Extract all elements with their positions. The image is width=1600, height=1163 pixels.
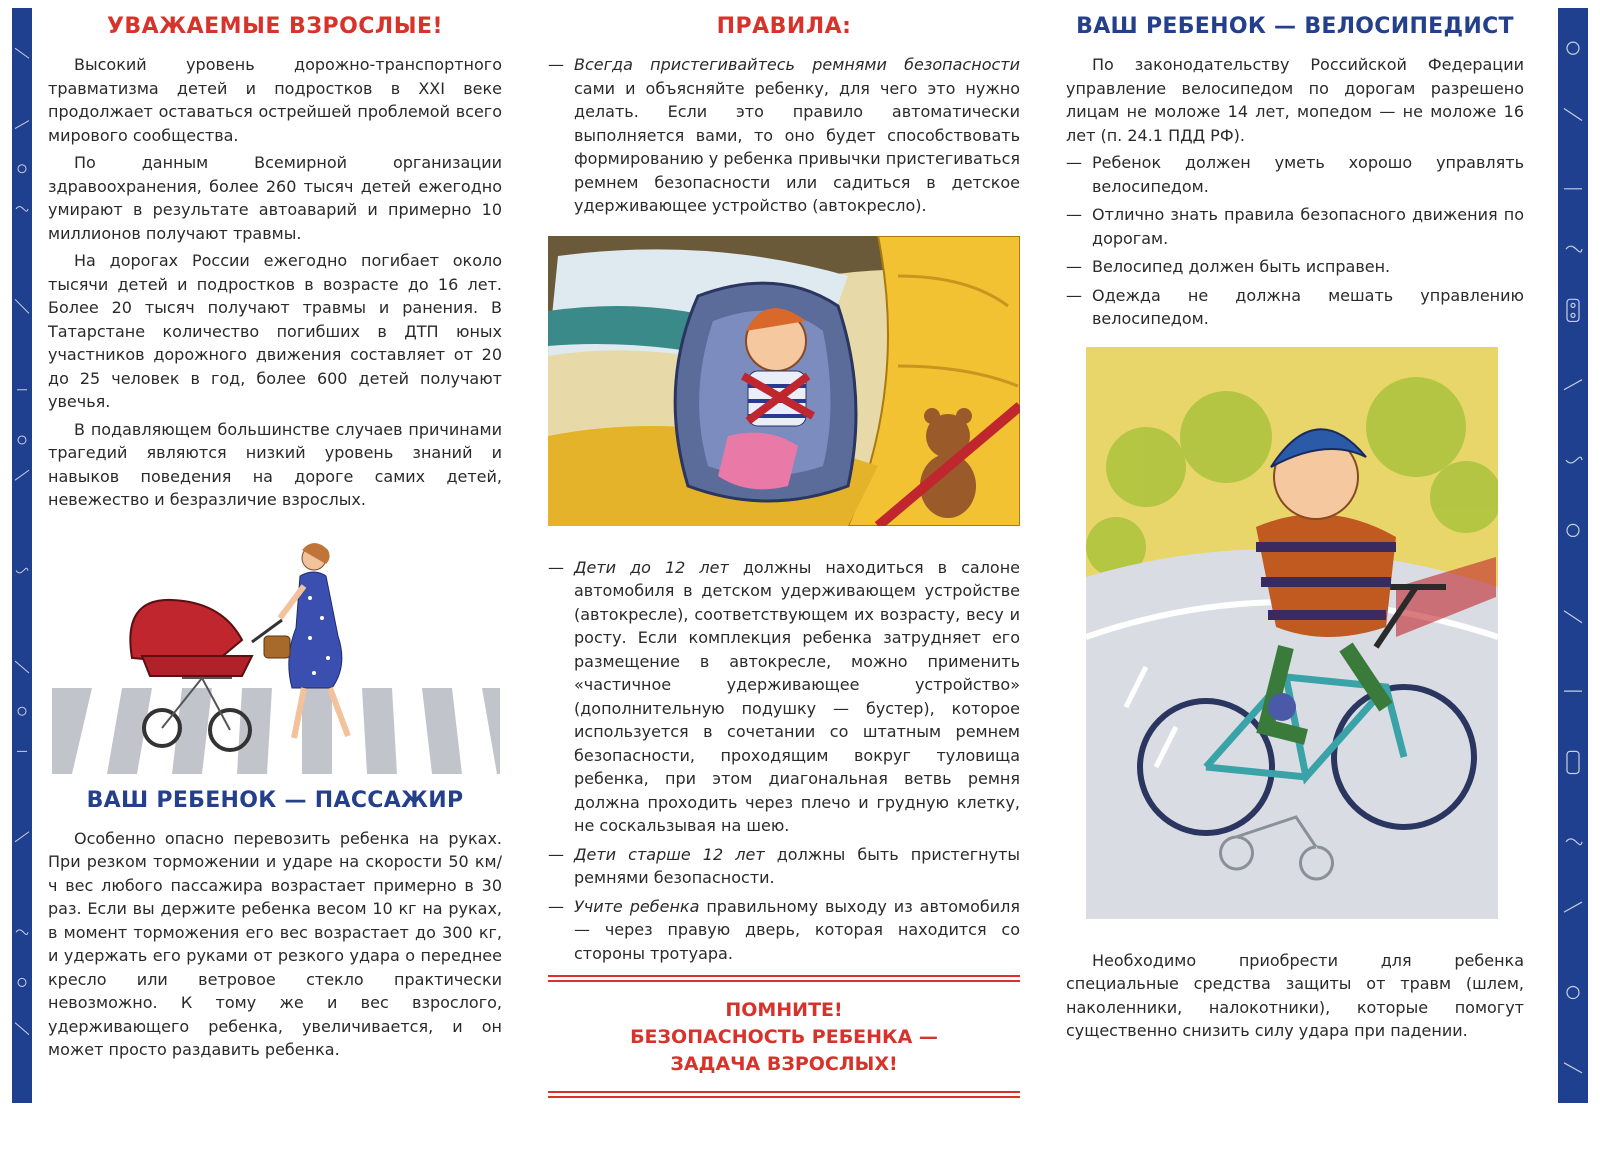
cyclist-item-text: Ребенок должен уметь хорошо управлять велосипедом.	[1092, 153, 1524, 196]
divider	[548, 1096, 1020, 1098]
intro-paragraph-1: Высокий уровень дорожно-транспортного травматизма детей и подростков в XXI веке продолжает оставаться острейшей проблемой всего мирового сообщества.	[48, 55, 502, 145]
rule-dash: —	[1066, 285, 1082, 305]
rule-dash: —	[1066, 205, 1082, 224]
rule-dash: —	[548, 55, 564, 74]
intro-paragraph-3: На дорогах России ежегодно погибает около тысячи детей и подростков в возрасте до 16 лет. Более 20 тысяч получают травмы и ранения. В Татарстане количество погибших в ДТП юных участников дорожного движения составляет от 20 до 25 человек в год, более 600 детей получают увечья.	[48, 251, 502, 411]
rule-emphasis: Дети до 12 лет	[574, 557, 729, 577]
left-border-strip	[12, 8, 32, 1103]
remember-message	[548, 985, 1020, 1088]
rule-dash: —	[1066, 257, 1082, 276]
passenger-paragraph: Особенно опасно перевозить ребенка на руках. При резком торможении и ударе на скорости 50 км/ч вес любого пассажира возрастает примерно в 30 раз. Если вы держите ребенка весом 10 кг на руках, в момент торможения его вес возрастает до 300 кг, и удержать его руками от резкого удара о переднее кресло или ветровое стекло практически невозможно. К тому же и вес взрослого, удерживающего ребенка, увеличивается, и он может просто раздавить ребенка.	[48, 828, 502, 1059]
cyclist-item	[1066, 255, 1524, 279]
rule-emphasis: Учите ребенка	[574, 896, 700, 916]
rule-text: должны быть пристегнуты ремнями безопасности.	[574, 844, 1020, 887]
rule-over-12	[548, 843, 1020, 890]
divider	[548, 975, 1020, 977]
intro-paragraph-4: В подавляющем большинстве случаев причинами трагедий являются низкий уровень знаний и навыков поведения на дороге самих детей, невежество и безразличие взрослых.	[48, 419, 502, 509]
remember-line: ПОМНИТЕ!	[725, 999, 843, 1021]
rule-exit-car	[548, 895, 1020, 966]
rule-text: правильному выходу из автомобиля — через правую дверь, которая находится со стороны тротуара.	[574, 896, 1020, 963]
middle-column	[548, 14, 1020, 1101]
rule-under-12	[548, 556, 1020, 838]
rule-seatbelts	[548, 53, 1020, 218]
rule-text: сами и объясняйте ребенку, для чего это нужно делать. Если это правило автоматически выполняется вами, то оно будет способствовать формированию у ребенка привычки пристегиваться ремнем безопасности или садиться в детское удерживающее устройство (автокресло).	[574, 78, 1020, 215]
cyclist-item-text: Одежда не должна мешать управлению велосипедом.	[1092, 285, 1524, 328]
remember-line: БЕЗОПАСНОСТЬ РЕБЕНКА —	[630, 1026, 938, 1048]
remember-line: ЗАДАЧА ВЗРОСЛЫХ!	[670, 1053, 898, 1075]
cyclist-title: ВАШ РЕБЕНОК — ВЕЛОСИПЕДИСТ	[1076, 14, 1514, 39]
protection-paragraph: Необходимо приобрести для ребенка специальные средства защиты от травм (шлем, наколенники, налокотники), которые помогут существенно снизить силу удара при падении.	[1066, 950, 1524, 1040]
passenger-title: ВАШ РЕБЕНОК — ПАССАЖИР	[86, 787, 464, 813]
cyclist-item	[1066, 203, 1524, 250]
cyclist-item	[1066, 151, 1524, 198]
rule-dash: —	[548, 557, 564, 577]
crosswalk-stroller-illustration	[52, 538, 500, 774]
left-column	[48, 14, 502, 1066]
cyclist-item	[1066, 284, 1524, 331]
car-seat-illustration	[548, 236, 1020, 526]
rule-dash: —	[1066, 153, 1082, 172]
rule-emphasis: Всегда пристегивайтесь ремнями безопасности	[574, 55, 1020, 74]
right-border-strip	[1558, 8, 1588, 1103]
rule-text: должны находиться в салоне автомобиля в детском удерживающем устройстве (автокресле), соответствующем их возрасту, весу и росту. Если комплекция ребенка затрудняет его размещение в автокресле, можно применить «частичное удерживающее устройство» (дополнительную подушку — бустер), которое используется в сочетании со штатным ремнем безопасности, проходящим вокруг туловища ребенка, при этом диагональная ветвь ремня должна проходить через плечо и грудную клетку, не соскальзывая на шею.	[574, 557, 1021, 835]
dear-adults-title: УВАЖАЕМЫЕ ВЗРОСЛЫЕ!	[106, 14, 444, 39]
cyclist-illustration	[1086, 347, 1498, 919]
cyclist-item-text: Отлично знать правила безопасного движения по дорогам.	[1092, 205, 1524, 248]
cyclist-item-text: Велосипед должен быть исправен.	[1092, 257, 1391, 276]
cyclist-intro: По законодательству Российской Федерации управление велосипедом по дорогам разрешено лицам не моложе 14 лет, мопедом — не моложе 16 лет (п. 24.1 ПДД РФ).	[1066, 55, 1524, 145]
right-column	[1066, 14, 1524, 1047]
remember-box	[548, 975, 1020, 1098]
rule-dash: —	[548, 844, 564, 864]
intro-paragraph-2: По данным Всемирной организации здравоохранения, более 260 тысяч детей ежегодно умирают в результате автоаварий и примерно 10 миллионов получают травмы.	[48, 153, 502, 243]
rules-title: ПРАВИЛА:	[716, 14, 852, 39]
divider	[548, 980, 1020, 982]
rule-dash: —	[548, 896, 564, 916]
rule-emphasis: Дети старше 12 лет	[574, 844, 765, 864]
divider	[548, 1091, 1020, 1093]
